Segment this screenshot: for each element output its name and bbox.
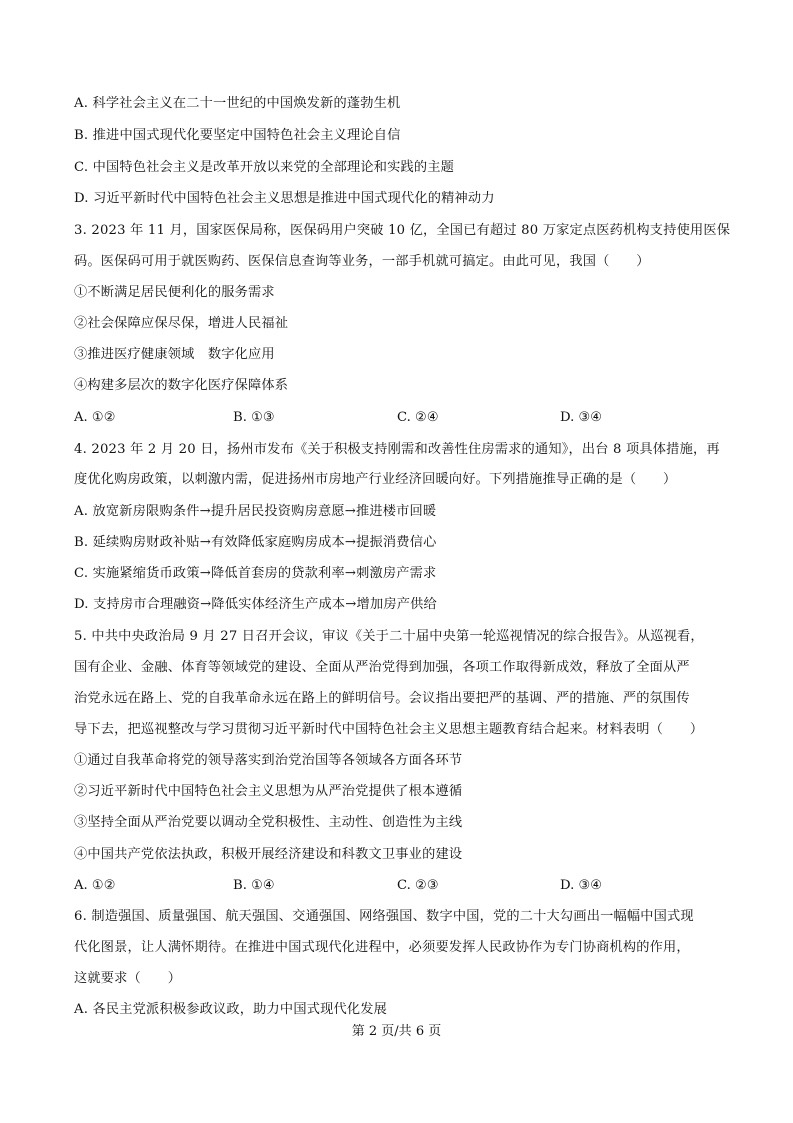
q5-item-1: ①通过自我革命将党的领导落实到治党治国等各领域各方面各环节 bbox=[74, 753, 463, 768]
q3-item-2: ②社会保障应保尽保，增进人民福祉 bbox=[74, 316, 289, 331]
q5-stem-line-3: 治党永远在路上、党的自我革命永远在路上的鲜明信号。会议指出要把严的基调、严的措施、严的氛围传 bbox=[74, 691, 690, 706]
q6-stem-line-3: 这就要求（ ） bbox=[74, 971, 182, 986]
q6-option-a: A. 各民主党派积极参政议政，助力中国式现代化发展 bbox=[74, 1002, 388, 1017]
q5-choice-b: B. ①④ bbox=[233, 878, 275, 893]
q5-stem-line-1: 5. 中共中央政治局 9 月 27 日召开会议，审议《关于二十届中央第一轮巡视情况的综合报告》。从巡视看， bbox=[74, 629, 704, 644]
q5-item-3: ③坚持全面从严治党要以调动全党积极性、主动性、创造性为主线 bbox=[74, 815, 463, 830]
q4-option-a: A. 放宽新房限购条件→提升居民投资购房意愿→推进楼市回暖 bbox=[74, 504, 437, 519]
q2-option-d: D. 习近平新时代中国特色社会主义思想是推进中国式现代化的精神动力 bbox=[74, 191, 495, 206]
q4-stem-line-2: 度优化购房政策，以刺激内需，促进扬州市房地产行业经济回暖向好。下列措施推导正确的是（ ） bbox=[74, 472, 677, 487]
q3-item-3: ③推进医疗健康领域 数字化应用 bbox=[74, 347, 275, 362]
q3-stem-line-2: 码。医保码可用于就医购药、医保信息查询等业务，一部手机就可搞定。由此可见，我国（ ） bbox=[74, 254, 650, 269]
q3-choice-a: A. ①② bbox=[74, 410, 116, 425]
q5-choice-a: A. ①② bbox=[74, 878, 116, 893]
q4-option-b: B. 延续购房财政补贴→有效降低家庭购房成本→提振消费信心 bbox=[74, 535, 437, 550]
q3-choice-d: D. ③④ bbox=[560, 410, 603, 425]
q4-stem-line-1: 4. 2023 年 2 月 20 日，扬州市发布《关于积极支持刚需和改善性住房需求的通知》，出台 8 项具体措施，再 bbox=[74, 442, 720, 457]
q3-choice-b: B. ①③ bbox=[233, 410, 275, 425]
q5-stem-line-4: 导下去，把巡视整改与学习贯彻习近平新时代中国特色社会主义思想主题教育结合起来。材料表明（ ） bbox=[74, 722, 704, 737]
q3-choice-c: C. ②④ bbox=[397, 410, 439, 425]
q4-option-c: C. 实施紧缩货币政策→降低首套房的贷款利率→刺激房产需求 bbox=[74, 566, 437, 581]
q2-option-a: A. 科学社会主义在二十一世纪的中国焕发新的蓬勃生机 bbox=[74, 96, 401, 111]
q3-stem-line-1: 3. 2023 年 11 月，国家医保局称，医保码用户突破 10 亿，全国已有超过 80 万家定点医药机构支持使用医保 bbox=[74, 223, 731, 238]
q5-stem-line-2: 国有企业、金融、体育等领域党的建设、全面从严治党得到加强，各项工作取得新成效，释放了全面从严 bbox=[74, 660, 690, 675]
q5-choice-c: C. ②③ bbox=[397, 878, 439, 893]
page-footer: 第 2 页/共 6 页 bbox=[351, 1024, 442, 1039]
q6-stem-line-2: 代化图景，让人满怀期待。在推进中国式现代化进程中，必须要发挥人民政协作为专门协商机构的作用， bbox=[74, 940, 690, 955]
q2-option-b: B. 推进中国式现代化要坚定中国特色社会主义理论自信 bbox=[74, 128, 401, 143]
q5-item-4: ④中国共产党依法执政，积极开展经济建设和科教文卫事业的建设 bbox=[74, 847, 463, 862]
q3-item-4: ④构建多层次的数字化医疗保障体系 bbox=[74, 378, 289, 393]
q5-choice-d: D. ③④ bbox=[560, 878, 603, 893]
q3-item-1: ①不断满足居民便利化的服务需求 bbox=[74, 285, 275, 300]
q4-option-d: D. 支持房市合理融资→降低实体经济生产成本→增加房产供给 bbox=[74, 597, 437, 612]
q2-option-c: C. 中国特色社会主义是改革开放以来党的全部理论和实践的主题 bbox=[74, 160, 455, 175]
q6-stem-line-1: 6. 制造强国、质量强国、航天强国、交通强国、网络强国、数字中国，党的二十大勾画出一幅幅中国式现 bbox=[74, 909, 694, 924]
q5-item-2: ②习近平新时代中国特色社会主义思想为从严治党提供了根本遵循 bbox=[74, 784, 463, 799]
